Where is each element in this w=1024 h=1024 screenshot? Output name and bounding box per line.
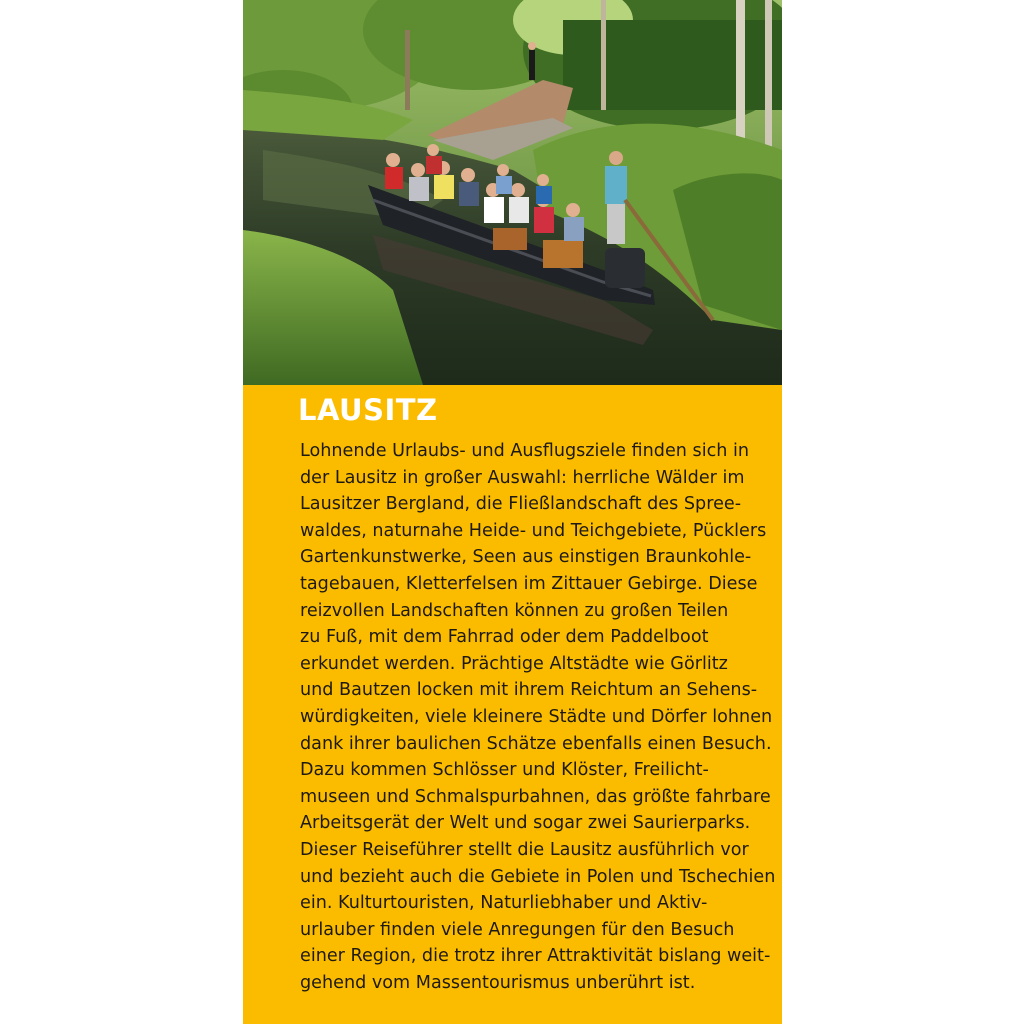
body-line: Dazu kommen Schlösser und Klöster, Freilicht- [300, 760, 709, 781]
body-line: Dieser Reiseführer stellt die Lausitz ausführlich vor [300, 839, 749, 860]
body-line: waldes, naturnahe Heide- und Teichgebiete, Pücklers [300, 520, 767, 541]
body-line: Lausitzer Bergland, die Fließlandschaft des Spree- [300, 494, 742, 515]
body-line: einer Region, die trotz ihrer Attraktivität bislang weit- [300, 946, 771, 967]
body-line: Arbeitsgerät der Welt und sogar zwei Saurierparks. [300, 813, 751, 834]
body-line: urlauber finden viele Anregungen für den Besuch [300, 919, 735, 940]
book-page [243, 0, 782, 1024]
body-line: tagebauen, Kletterfelsen im Zittauer Gebirge. Diese [300, 573, 758, 594]
body-line: der Lausitz in großer Auswahl: herrliche Wälder im [300, 467, 745, 488]
body-line: reizvollen Landschaften können zu großen Teilen [300, 600, 729, 621]
body-line: gehend vom Massentourismus unberührt ist. [300, 972, 696, 993]
body-line: Gartenkunstwerke, Seen aus einstigen Braunkohle- [300, 547, 752, 568]
body-line: würdigkeiten, viele kleinere Städte und Dörfer lohnen [300, 706, 773, 727]
body-line: dank ihrer baulichen Schätze ebenfalls einen Besuch. [300, 733, 772, 754]
body-line: Lohnende Urlaubs- und Ausflugsziele finden sich in [300, 441, 750, 461]
body-line: zu Fuß, mit dem Fahrrad oder dem Paddelboot [300, 627, 709, 648]
body-line: ein. Kulturtouristen, Naturliebhaber und Aktiv- [300, 893, 708, 914]
body-line: und Bautzen locken mit ihrem Reichtum an Sehens- [300, 680, 758, 701]
section-body [300, 438, 776, 996]
body-line: und bezieht auch die Gebiete in Polen und Tschechien [300, 866, 776, 887]
section-heading: LAUSITZ [298, 393, 438, 427]
body-line: museen und Schmalspurbahnen, das größte fahrbare [300, 786, 771, 807]
spreewald-boat-photo [243, 0, 782, 385]
body-line: erkundet werden. Prächtige Altstädte wie Görlitz [300, 653, 728, 674]
